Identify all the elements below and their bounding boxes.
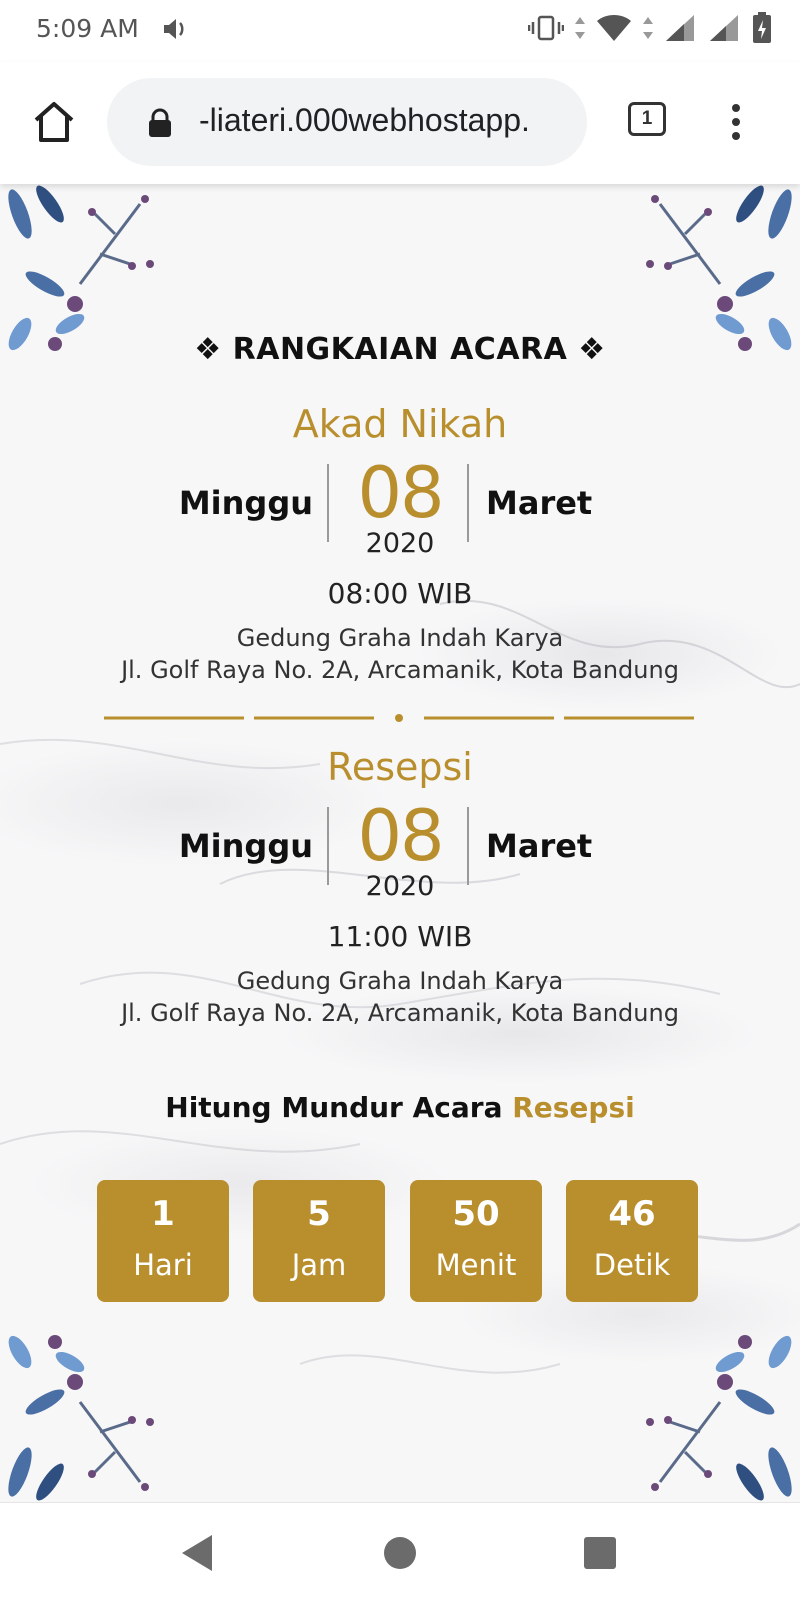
event-time: 08:00 WIB bbox=[327, 577, 473, 610]
status-icons bbox=[528, 12, 772, 48]
browser-toolbar bbox=[0, 62, 800, 184]
data-arrows-icon bbox=[574, 13, 586, 47]
countdown-value: 1 bbox=[151, 1194, 175, 1234]
circle-icon[interactable] bbox=[384, 1537, 416, 1569]
event-day-number: 08 bbox=[357, 795, 443, 877]
event-month: Maret bbox=[486, 484, 593, 522]
vibrate-icon bbox=[528, 13, 564, 47]
countdown-label: Detik bbox=[593, 1248, 671, 1282]
event-year: 2020 bbox=[365, 871, 435, 902]
event-date-row bbox=[0, 795, 800, 917]
countdown-value: 46 bbox=[608, 1194, 656, 1234]
event-venue-name: Gedung Graha Indah Karya bbox=[236, 624, 564, 652]
system-navigation-bar bbox=[0, 1502, 800, 1601]
lock-icon bbox=[147, 108, 173, 142]
event-title-resepsi: Resepsi bbox=[327, 745, 473, 789]
page-content bbox=[0, 184, 800, 1502]
back-triangle-icon[interactable] bbox=[180, 1533, 216, 1577]
floral-bottom-right-decoration bbox=[620, 1322, 800, 1502]
countdown-label: Hari bbox=[133, 1248, 193, 1282]
event-day-number: 08 bbox=[357, 452, 443, 534]
countdown-label: Menit bbox=[435, 1248, 517, 1282]
countdown-value: 50 bbox=[452, 1194, 500, 1234]
status-time: 5:09 AM bbox=[36, 14, 139, 43]
data-arrows-icon bbox=[642, 13, 654, 47]
home-icon bbox=[30, 98, 78, 146]
home-button[interactable] bbox=[30, 98, 78, 146]
event-title-akad: Akad Nikah bbox=[292, 402, 508, 446]
signal-icon bbox=[664, 13, 698, 47]
event-day-name: Minggu bbox=[178, 827, 313, 865]
tab-switcher-button[interactable]: 1 bbox=[628, 102, 666, 136]
countdown-minutes bbox=[410, 1180, 542, 1302]
square-icon[interactable] bbox=[584, 1537, 616, 1569]
url-text: -liateri.000webhostapp. bbox=[199, 102, 530, 138]
countdown-value: 5 bbox=[307, 1194, 331, 1234]
signal-icon-2 bbox=[708, 13, 742, 47]
countdown-title-accent: Resepsi bbox=[512, 1091, 635, 1124]
event-date-row bbox=[0, 452, 800, 574]
countdown-seconds bbox=[566, 1180, 698, 1302]
countdown-title-prefix: Hitung Mundur Acara bbox=[165, 1091, 503, 1124]
address-bar[interactable] bbox=[107, 78, 587, 166]
event-venue-address: Jl. Golf Raya No. 2A, Arcamanik, Kota Bandung bbox=[121, 999, 679, 1027]
countdown-label: Jam bbox=[291, 1248, 347, 1282]
event-venue-name: Gedung Graha Indah Karya bbox=[236, 967, 564, 995]
event-month: Maret bbox=[486, 827, 593, 865]
section-title: ❖ RANGKAIAN ACARA ❖ bbox=[194, 332, 606, 367]
event-year: 2020 bbox=[365, 528, 435, 559]
countdown-days bbox=[97, 1180, 229, 1302]
wifi-icon bbox=[596, 13, 632, 47]
battery-icon bbox=[752, 12, 772, 48]
ornament-divider bbox=[104, 713, 694, 723]
date-separator bbox=[327, 464, 329, 542]
more-vert-icon[interactable] bbox=[722, 100, 750, 144]
volume-icon bbox=[160, 14, 190, 48]
status-bar bbox=[0, 0, 800, 62]
floral-bottom-left-decoration bbox=[0, 1322, 180, 1502]
date-separator bbox=[327, 807, 329, 885]
event-time: 11:00 WIB bbox=[327, 920, 473, 953]
event-venue-address: Jl. Golf Raya No. 2A, Arcamanik, Kota Bandung bbox=[121, 656, 679, 684]
event-day-name: Minggu bbox=[178, 484, 313, 522]
countdown-title bbox=[0, 1091, 800, 1124]
countdown-hours bbox=[253, 1180, 385, 1302]
